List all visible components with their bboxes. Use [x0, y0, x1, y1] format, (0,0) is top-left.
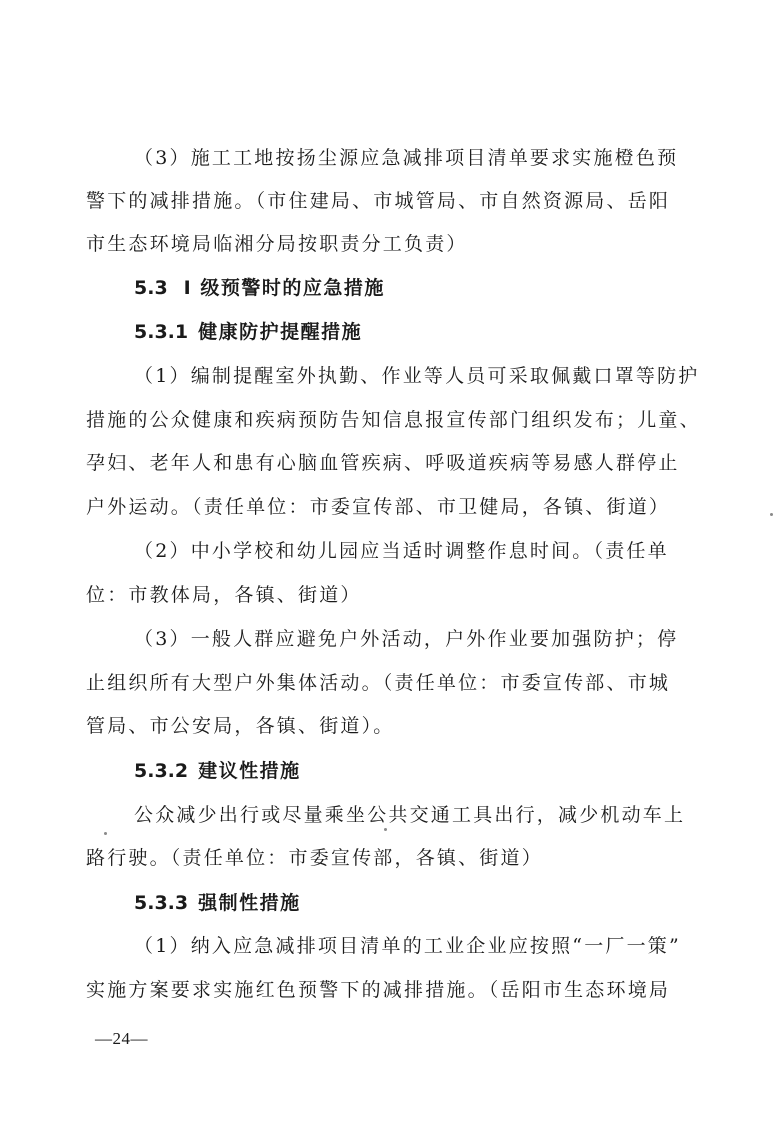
- paragraph-line: 警下的减排措施。（市住建局、市城管局、市自然资源局、岳阳: [86, 190, 671, 212]
- section-number: 5.3.3: [134, 892, 189, 914]
- section-number: 5.3: [134, 277, 168, 299]
- paragraph-line: （2）中小学校和幼儿园应当适时调整作息时间。（责任单: [134, 540, 669, 562]
- section-number: 5.3.1: [134, 321, 189, 343]
- section-heading-5-3-3: [134, 891, 301, 915]
- section-title: 建议性措施: [198, 760, 301, 782]
- paragraph-line: 实施方案要求实施红色预警下的减排措施。（岳阳市生态环境局: [86, 979, 671, 1001]
- paragraph-line: 孕妇、老年人和患有心脑血管疾病、呼吸道疾病等易感人群停止: [86, 452, 680, 474]
- paragraph-line: 位：市教体局，各镇、街道）: [86, 584, 362, 606]
- section-heading-5-3-2: [134, 759, 301, 783]
- paragraph-line: 路行驶。（责任单位：市委宣传部，各镇、街道）: [86, 847, 543, 869]
- paragraph-line: 管局、市公安局，各镇、街道）。: [86, 715, 395, 737]
- paragraph-line: （3）一般人群应避免户外活动，户外作业要加强防护；停: [134, 628, 679, 650]
- scan-speck: [384, 828, 387, 831]
- scan-speck: [770, 513, 773, 516]
- paragraph-line: （3）施工工地按扬尘源应急减排项目清单要求实施橙色预: [134, 147, 679, 169]
- paragraph-line: 措施的公众健康和疾病预防告知信息报宣传部门组织发布；儿童、: [86, 409, 701, 431]
- paragraph-line: （1）编制提醒室外执勤、作业等人员可采取佩戴口罩等防护: [134, 365, 700, 387]
- page-number: —24—: [95, 1029, 148, 1048]
- paragraph-line: 止组织所有大型户外集体活动。（责任单位：市委宣传部、市城: [86, 672, 671, 694]
- section-title: I 级预警时的应急措施: [183, 277, 385, 299]
- section-title: 健康防护提醒措施: [198, 321, 363, 343]
- paragraph-line: 户外运动。（责任单位：市委宣传部、市卫健局，各镇、街道）: [86, 496, 671, 518]
- section-number: 5.3.2: [134, 760, 189, 782]
- scan-speck: [104, 832, 107, 835]
- section-heading-5-3: [134, 276, 385, 300]
- paragraph-line: 市生态环境局临湘分局按职责分工负责）: [86, 233, 468, 255]
- paragraph-line: 公众减少出行或尽量乘坐公共交通工具出行，减少机动车上: [134, 804, 686, 826]
- section-title: 强制性措施: [198, 892, 301, 914]
- paragraph-line: （1）纳入应急减排项目清单的工业企业应按照“一厂一策”: [134, 935, 681, 957]
- section-heading-5-3-1: [134, 320, 362, 344]
